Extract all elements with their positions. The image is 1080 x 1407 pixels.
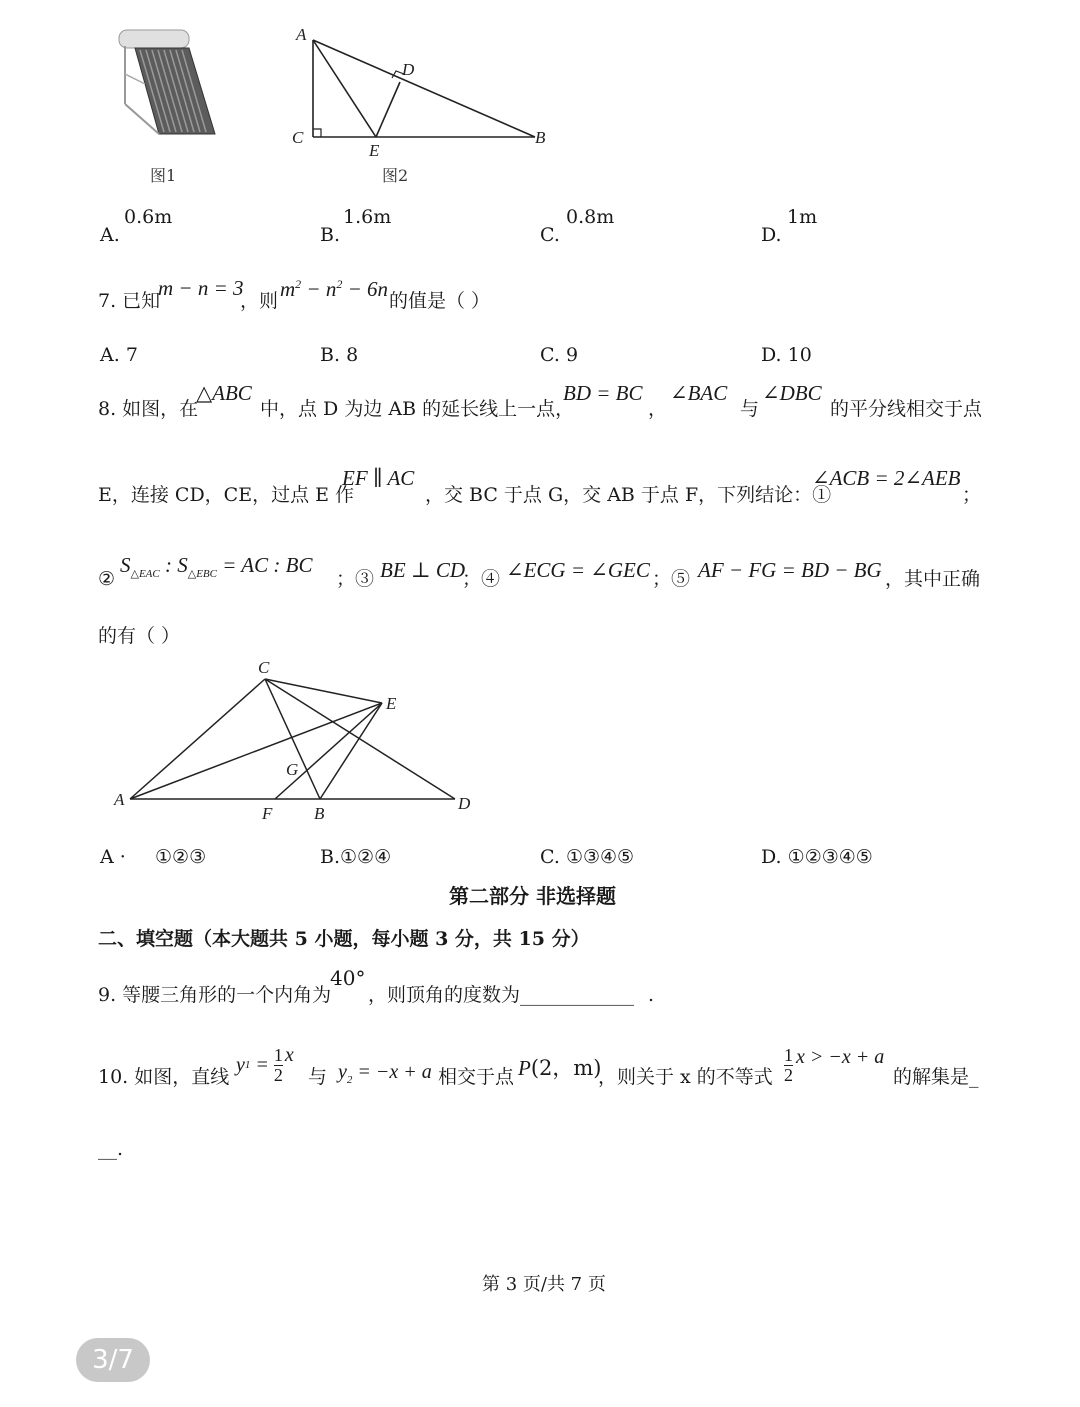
q6-option-d-value: 1m xyxy=(787,206,818,228)
q9-angle: 40° xyxy=(330,966,366,990)
q8-l1-d: ， xyxy=(648,398,668,420)
q8-angle-dbc: ∠DBC xyxy=(762,381,822,405)
q10-point-p: P(2，m) xyxy=(518,1056,602,1080)
part2-title: 第二部分 非选择题 xyxy=(449,884,616,908)
q8-point-E: E xyxy=(386,694,397,713)
page-footer: 第 3 页/共 7 页 xyxy=(482,1274,606,1295)
q8-l1-a: 8. 如图，在 xyxy=(98,398,199,420)
q9-text-b: ，则顶角的度数为 xyxy=(368,984,521,1006)
q8-l2-e: ； xyxy=(962,484,982,506)
q8-point-D: D xyxy=(458,794,471,813)
q8-option-c: C. ①③④⑤ xyxy=(540,846,635,868)
q10-text-d: ，则关于 x 的不等式 xyxy=(598,1066,773,1088)
figure-2-label: 图2 xyxy=(382,166,409,185)
q7-option-d: D. 10 xyxy=(761,344,812,366)
q8-point-B: B xyxy=(314,804,325,823)
q6-option-a-value: 0.6m xyxy=(124,206,173,228)
q6-option-c-value: 0.8m xyxy=(566,206,615,228)
q8-l1-f: 与 xyxy=(740,398,760,420)
q8-l1-b: 中，点 D 为边 AB 的延长线上一点， xyxy=(260,398,575,420)
q8-conclusion-4: ∠ECG = ∠GEC xyxy=(506,558,650,582)
q8-option-a-value: ①②③ xyxy=(155,846,207,868)
q8-conclusion-1: ∠ACB = 2∠AEB xyxy=(812,466,961,490)
q7-suffix: 的值是（ ） xyxy=(389,290,491,312)
q8-l3-a: ② xyxy=(98,568,116,590)
q8-conclusion-3: BE ⊥ CD xyxy=(380,558,466,582)
q6-option-b-letter: B. xyxy=(320,224,341,246)
q9-answer-blank: ____________ xyxy=(520,984,634,1006)
q10-inequality: $\frac{1}{2}$ x > −x + a xyxy=(784,1044,885,1085)
q8-conclusion-2: $S_{\triangle EAC}$ : $S_{\triangle EBC}$ = AC : BC xyxy=(120,553,313,581)
q8-point-G: G xyxy=(286,760,299,779)
q8-conclusion-5: AF − FG = BD − BG xyxy=(698,558,882,582)
q9-text-a: 9. 等腰三角形的一个内角为 xyxy=(98,984,332,1006)
q10-text-e: 的解集是_ xyxy=(893,1066,979,1088)
q10-line-y1: y 1 = $\frac{1}{2}$ x xyxy=(236,1044,294,1085)
q9-end: . xyxy=(648,984,655,1006)
q8-option-d: D. ①②③④⑤ xyxy=(761,846,873,868)
q8-figure xyxy=(110,655,485,830)
q8-l3-d: ；④ xyxy=(462,568,501,590)
figure-1-solar-heater xyxy=(115,24,225,149)
section2-title: 二、填空题（本大题共 5 小题，每小题 3 分，共 15 分） xyxy=(98,928,590,950)
q10-text-b: 与 xyxy=(308,1066,328,1088)
figure-2-triangle xyxy=(290,22,560,162)
q10-line2: __. xyxy=(98,1138,124,1160)
fig2-point-B: B xyxy=(535,128,546,147)
q8-bd-bc: BD = BC xyxy=(563,381,643,405)
figure-1-label: 图1 xyxy=(150,166,177,185)
fig2-point-D: D xyxy=(402,60,415,79)
fig2-point-A: A xyxy=(296,25,307,44)
q6-option-b-value: 1.6m xyxy=(343,206,392,228)
q8-ef-parallel-ac: EF ∥ AC xyxy=(342,466,415,490)
q7-condition: m − n = 3 xyxy=(158,276,244,300)
q8-point-A: A xyxy=(114,790,125,809)
q8-l3-h: ，其中正确 xyxy=(885,568,981,590)
q8-l3-b: ；③ xyxy=(336,568,375,590)
fig2-point-C: C xyxy=(292,128,304,147)
q8-point-F: F xyxy=(262,804,273,823)
q7-option-a: A. 7 xyxy=(100,344,138,366)
fig2-point-E: E xyxy=(369,141,380,160)
q10-text-c: 相交于点 xyxy=(438,1066,515,1088)
q7-mid: ，则 xyxy=(240,290,279,312)
q8-triangle-abc: △ABC xyxy=(196,381,252,405)
q8-point-C: C xyxy=(258,658,270,677)
q10-line-y2: $y_2 = -x + a$ xyxy=(338,1061,432,1086)
q8-l3-f: ；⑤ xyxy=(652,568,691,590)
q7-expression: $m^2 - n^2 - 6n$ xyxy=(280,277,389,301)
q8-l2-a: E，连接 CD，CE，过点 E 作 xyxy=(98,484,355,506)
q8-l2-c: ，交 BC 于点 G，交 AB 于点 F，下列结论：① xyxy=(425,484,832,506)
q8-l1-h: 的平分线相交于点 xyxy=(830,398,983,420)
q6-option-a-letter: A. xyxy=(100,224,120,246)
q6-option-c-letter: C. xyxy=(540,224,560,246)
page-indicator[interactable]: 3/7 xyxy=(76,1338,150,1382)
q8-option-a-letter: A · xyxy=(100,846,126,868)
q7-option-c: C. 9 xyxy=(540,344,579,366)
q10-text-a: 10. 如图，直线 xyxy=(98,1066,230,1088)
q6-option-d-letter: D. xyxy=(761,224,782,246)
q8-option-b: B.①②④ xyxy=(320,846,392,868)
q8-angle-bac: ∠BAC xyxy=(670,381,728,405)
q8-l4: 的有（ ） xyxy=(98,625,181,647)
q7-option-b: B. 8 xyxy=(320,344,359,366)
q7-prefix: 7. 已知 xyxy=(98,290,161,312)
